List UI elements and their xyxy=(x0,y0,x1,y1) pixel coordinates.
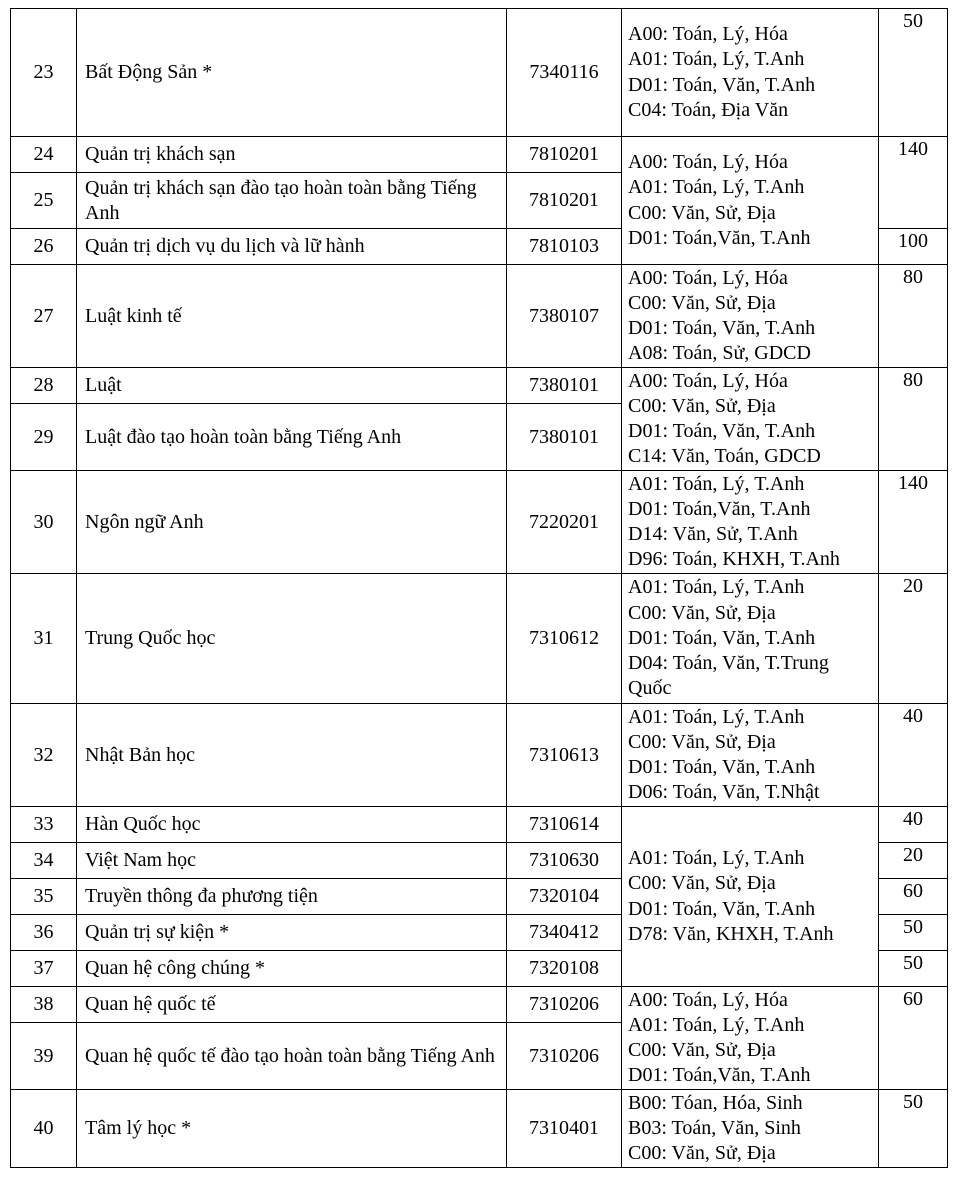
major-name: Quan hệ công chúng * xyxy=(77,951,507,987)
subject-combinations xyxy=(622,574,879,704)
combo-line: C00: Văn, Sử, Địa xyxy=(628,730,776,753)
major-code: 7810103 xyxy=(507,229,622,265)
quota: 100 xyxy=(879,229,948,265)
admission-table xyxy=(10,8,948,1168)
combo-line: C04: Toán, Địa Văn xyxy=(628,98,789,121)
major-name: Luật kinh tế xyxy=(77,265,507,368)
subject-combinations xyxy=(622,9,879,137)
subject-combinations xyxy=(622,471,879,574)
combo-line: A00: Toán, Lý, Hóa xyxy=(628,151,788,174)
subject-combinations xyxy=(622,704,879,807)
table-row xyxy=(11,704,948,807)
subject-combinations xyxy=(622,265,879,368)
row-number: 39 xyxy=(11,1023,77,1090)
combo-line: A01: Toán, Lý, T.Anh xyxy=(628,1013,805,1036)
row-number: 35 xyxy=(11,879,77,915)
table-row xyxy=(11,807,948,843)
combo-line: C00: Văn, Sử, Địa xyxy=(628,872,776,895)
subject-combinations xyxy=(622,987,879,1090)
major-name: Ngôn ngữ Anh xyxy=(77,471,507,574)
quota: 40 xyxy=(879,704,948,807)
combo-line: A00: Toán, Lý, Hóa xyxy=(628,988,788,1011)
combo-line: C00: Văn, Sử, Địa xyxy=(628,601,776,624)
quota: 20 xyxy=(879,843,948,879)
quota: 50 xyxy=(879,9,948,137)
combo-line: D78: Văn, KHXH, T.Anh xyxy=(628,922,834,945)
combo-line: D01: Toán, Văn, T.Anh xyxy=(628,756,816,778)
row-number: 38 xyxy=(11,987,77,1023)
row-number: 29 xyxy=(11,404,77,471)
major-code: 7310613 xyxy=(507,704,622,807)
row-number: 28 xyxy=(11,368,77,404)
major-code: 7220201 xyxy=(507,471,622,574)
quota: 140 xyxy=(879,471,948,574)
major-name: Truyền thông đa phương tiện xyxy=(77,879,507,915)
row-number: 34 xyxy=(11,843,77,879)
major-name: Tâm lý học * xyxy=(77,1090,507,1168)
subject-combinations xyxy=(622,807,879,987)
combo-line: D01: Toán,Văn, T.Anh xyxy=(628,226,811,249)
row-number: 26 xyxy=(11,229,77,265)
major-code: 7810201 xyxy=(507,137,622,173)
table-row xyxy=(11,1090,948,1168)
major-code: 7320108 xyxy=(507,951,622,987)
table-row xyxy=(11,471,948,574)
major-code: 7380107 xyxy=(507,265,622,368)
combo-line: A01: Toán, Lý, T.Anh xyxy=(628,705,805,728)
combo-line: A00: Toán, Lý, Hóa xyxy=(628,23,788,46)
major-name: Hàn Quốc học xyxy=(77,807,507,843)
quota: 80 xyxy=(879,265,948,368)
major-name: Trung Quốc học xyxy=(77,574,507,704)
major-code: 7310206 xyxy=(507,1023,622,1090)
combo-line: D04: Toán, Văn, T.Trung xyxy=(628,652,829,675)
major-name: Việt Nam học xyxy=(77,843,507,879)
quota: 20 xyxy=(879,574,948,704)
row-number: 31 xyxy=(11,574,77,704)
major-code: 7810201 xyxy=(507,173,622,229)
table-row xyxy=(11,574,948,704)
major-name: Quản trị khách sạn đào tạo hoàn toàn bằng Tiếng Anh xyxy=(77,173,507,229)
combo-line: B00: Tóan, Hóa, Sinh xyxy=(628,1091,803,1114)
major-code: 7310206 xyxy=(507,987,622,1023)
combo-line: D01: Toán, Văn, T.Anh xyxy=(628,317,816,339)
combo-line: A00: Toán, Lý, Hóa xyxy=(628,369,788,392)
row-number: 25 xyxy=(11,173,77,229)
major-name: Quản trị sự kiện * xyxy=(77,915,507,951)
combo-line: C00: Văn, Sử, Địa xyxy=(628,291,776,314)
major-code: 7340412 xyxy=(507,915,622,951)
combo-line: A01: Toán, Lý, T.Anh xyxy=(628,847,805,870)
major-name: Quản trị dịch vụ du lịch và lữ hành xyxy=(77,229,507,265)
row-number: 37 xyxy=(11,951,77,987)
combo-line: D06: Toán, Văn, T.Nhật xyxy=(628,781,820,804)
major-name: Nhật Bản học xyxy=(77,704,507,807)
row-number: 27 xyxy=(11,265,77,368)
table-row xyxy=(11,9,948,137)
quota: 80 xyxy=(879,368,948,471)
major-code: 7380101 xyxy=(507,404,622,471)
row-number: 33 xyxy=(11,807,77,843)
combo-line: B03: Toán, Văn, Sinh xyxy=(628,1116,801,1139)
major-code: 7310612 xyxy=(507,574,622,704)
row-number: 32 xyxy=(11,704,77,807)
subject-combinations xyxy=(622,1090,879,1168)
table-row xyxy=(11,137,948,173)
major-code: 7310630 xyxy=(507,843,622,879)
combo-line: D01: Toán, Văn, T.Anh xyxy=(628,420,816,442)
quota: 50 xyxy=(879,1090,948,1168)
combo-line: D01: Toán,Văn, T.Anh xyxy=(628,1064,811,1087)
row-number: 30 xyxy=(11,471,77,574)
major-code: 7320104 xyxy=(507,879,622,915)
combo-line: D14: Văn, Sử, T.Anh xyxy=(628,523,798,545)
combo-line: C00: Văn, Sử, Địa xyxy=(628,201,776,224)
combo-line: A00: Toán, Lý, Hóa xyxy=(628,266,788,289)
quota: 60 xyxy=(879,879,948,915)
quota: 60 xyxy=(879,987,948,1090)
combo-line: A01: Toán, Lý, T.Anh xyxy=(628,472,805,495)
quota: 40 xyxy=(879,807,948,843)
combo-line: A01: Toán, Lý, T.Anh xyxy=(628,576,805,599)
row-number: 40 xyxy=(11,1090,77,1168)
combo-line: A01: Toán, Lý, T.Anh xyxy=(628,176,805,199)
quota: 50 xyxy=(879,951,948,987)
combo-line: C00: Văn, Sử, Địa xyxy=(628,394,776,417)
combo-line: D01: Toán,Văn, T.Anh xyxy=(628,497,811,520)
row-number: 23 xyxy=(11,9,77,137)
combo-line: D01: Toán, Văn, T.Anh xyxy=(628,73,816,96)
major-name: Quản trị khách sạn xyxy=(77,137,507,173)
quota: 140 xyxy=(879,137,948,229)
major-name: Quan hệ quốc tế xyxy=(77,987,507,1023)
major-name: Luật xyxy=(77,368,507,404)
combo-line: C00: Văn, Sử, Địa xyxy=(628,1039,776,1061)
combo-line: C14: Văn, Toán, GDCD xyxy=(628,445,821,468)
row-number: 24 xyxy=(11,137,77,173)
table-row xyxy=(11,987,948,1023)
major-code: 7310401 xyxy=(507,1090,622,1168)
subject-combinations xyxy=(622,368,879,471)
quota: 50 xyxy=(879,915,948,951)
table-row xyxy=(11,368,948,404)
combo-line: A08: Toán, Sử, GDCD xyxy=(628,342,811,365)
major-name: Quan hệ quốc tế đào tạo hoàn toàn bằng Tiếng Anh xyxy=(77,1023,507,1090)
major-name: Bất Động Sản * xyxy=(77,9,507,137)
major-code: 7310614 xyxy=(507,807,622,843)
combo-line: C00: Văn, Sử, Địa xyxy=(628,1142,776,1165)
combo-line: A01: Toán, Lý, T.Anh xyxy=(628,48,805,71)
row-number: 36 xyxy=(11,915,77,951)
major-code: 7380101 xyxy=(507,368,622,404)
combo-line: Quốc xyxy=(628,677,672,700)
combo-line: D01: Toán, Văn, T.Anh xyxy=(628,626,816,649)
major-code: 7340116 xyxy=(507,9,622,137)
major-name: Luật đào tạo hoàn toàn bằng Tiếng Anh xyxy=(77,404,507,471)
subject-combinations xyxy=(622,137,879,265)
combo-line: D01: Toán, Văn, T.Anh xyxy=(628,897,816,920)
table-row xyxy=(11,265,948,368)
combo-line: D96: Toán, KHXH, T.Anh xyxy=(628,548,840,571)
